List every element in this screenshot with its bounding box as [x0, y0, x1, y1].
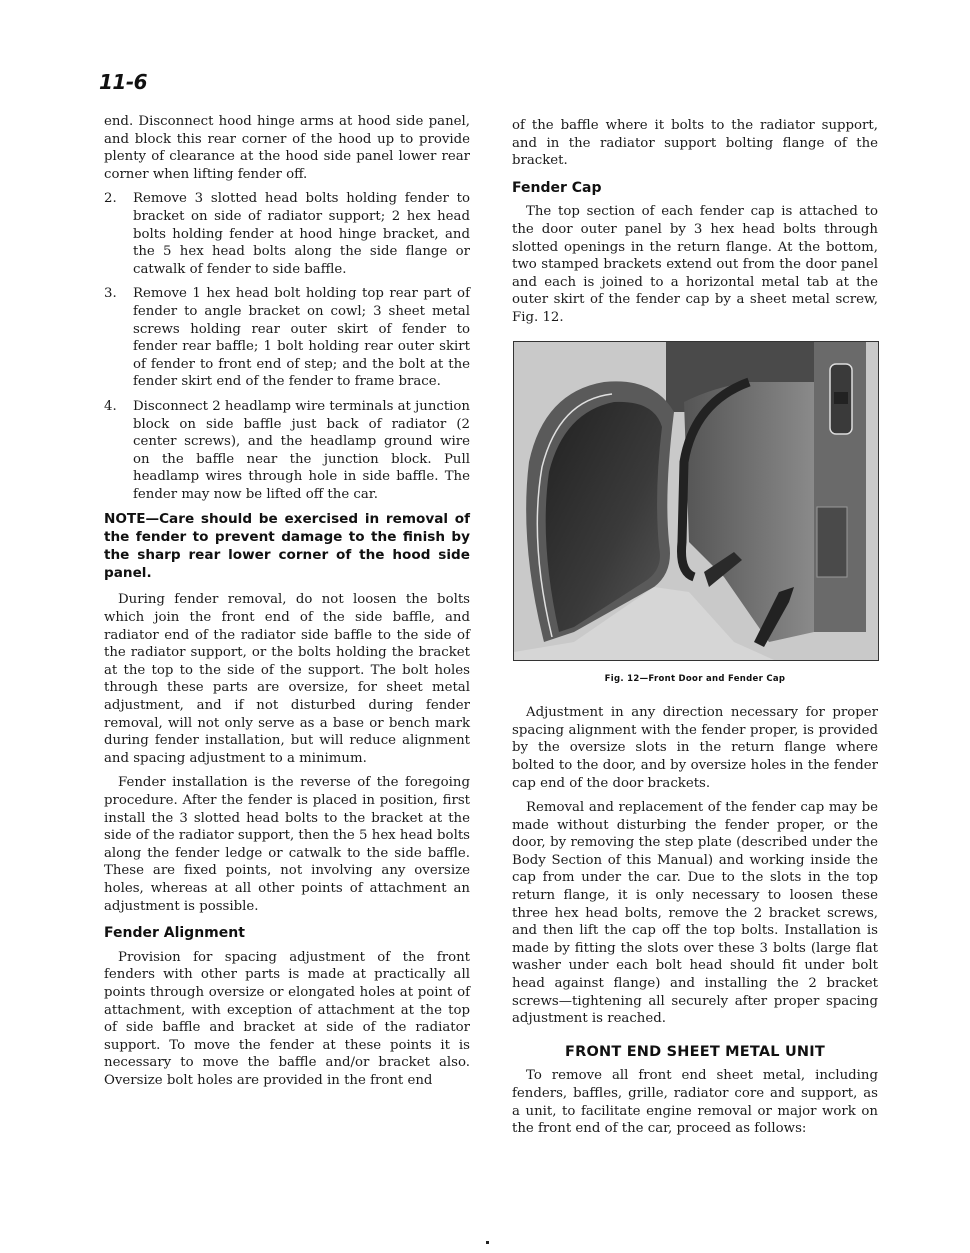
step-text: Disconnect 2 headlamp wire terminals at junction block on side baffle just back of radiator (2 center screws), and the headlamp ground wire on the baffle near the junction block. Pull headlamp wires through hole in side baffle. The fender may now be lifted off the car. [133, 398, 470, 502]
paragraph-front-end: To remove all front end sheet metal, including fenders, baffles, grille, radiator core and support, as a unit, to facilitate engine removal or major work on the front end of the car, proceed as follows: [512, 1068, 878, 1137]
paragraph-removal: During fender removal, do not loosen the bolts which join the front end of the side baffle, and radiator end of the radiator side baffle to the side of the radiator support, or the bolts holding the bracket at the top to the side of the support. The bolt holes through these parts are oversize, for sheet metal adjustment, and if not disturbed during fender removal, will not only serve as a base or bench mark during fender installation, but will reduce alignment and spacing adjustment to a minimum. [104, 592, 470, 766]
page-number: 11-6 [99, 70, 148, 94]
removal-steps-list [104, 190, 470, 503]
heading-fender-alignment: Fender Alignment [104, 925, 245, 942]
step-text: Remove 1 hex head bolt holding top rear part of fender to angle bracket on cowl; 3 sheet metal screws holding rear outer skirt of fender to fender rear baffle; 1 bolt holding rear outer skirt of fender to front end of step; and the bolt at the fender skirt end of the fender to frame brace. [133, 286, 470, 390]
caution-note: NOTE—Care should be exercised in removal of the fender to prevent damage to the finish by the sharp rear lower corner of the hood side panel. [104, 511, 470, 582]
figure-caption: Fig. 12—Front Door and Fender Cap [604, 673, 786, 684]
heading-fender-cap: Fender Cap [512, 179, 602, 196]
figure-photo-front-door-fender-cap [513, 341, 879, 661]
continuation-text: end. Disconnect hood hinge arms at hood side panel, and block this rear corner of the hood up to provide plenty of clearance at the hood side panel lower rear corner when lifting fender off. [104, 114, 470, 182]
paragraph-alignment: Provision for spacing adjustment of the front fenders with other parts is made at practically all points through oversize or elongated holes at point of attachment, with exception of attachment at the top of side baffle and bracket at side of the radiator support. To move the fender at these points it is necessary to move the baffle and/or bracket also. Oversize bolt holes are provided in the front end [104, 949, 470, 1088]
left-column [104, 113, 470, 1097]
step-text: Remove 3 slotted head bolts holding fender to bracket on side of radiator support; 2 hex head bolts holding fender at hood hinge bracket, and the 5 hex head bolts along the side flange or catwalk of fender to side baffle. [133, 191, 470, 277]
fender-cap-illustration [514, 342, 878, 660]
step-item [104, 190, 470, 278]
paragraph-fender-cap: The top section of each fender cap is attached to the door outer panel by 3 hex head bolts through slotted openings in the return flange. At the bottom, two stamped brackets extend out from the door panel and each is joined to a horizontal metal tab at the outer skirt of the fender cap by a sheet metal screw, Fig. 12. [512, 204, 878, 325]
paragraph-adjustment: Adjustment in any direction necessary for proper spacing alignment with the fender proper, is provided by the oversize slots in the return flange where bolted to the door, and by oversize holes in the fender cap end of the door brackets. [512, 705, 878, 791]
step-number: 4. [104, 398, 117, 414]
step-number: 3. [104, 286, 117, 302]
paragraph-replacement: Removal and replacement of the fender cap may be made without disturbing the fender proper, or the door, by removing the step plate (described under the Body Section of this Manual) and working inside the cap from under the car. Due to the slots in the top return flange, it is only necessary to loosen these three hex head bolts, remove the 2 bracket screws, and then lift the cap off the top bolts. Installation is made by fitting the slots over these 3 bolts (large flat washer under each bolt head should fit under bolt head against flange) and installing the 2 bracket screws—tightening all securely after proper spacing adjustment is reached. [512, 800, 878, 1027]
step-number: 2. [104, 191, 117, 207]
page-speck [486, 1241, 489, 1244]
step-item [104, 398, 470, 504]
heading-front-end-sheet-metal-unit: FRONT END SHEET METAL UNIT [565, 1043, 825, 1060]
right-column [512, 117, 878, 1145]
continuation-text: of the baffle where it bolts to the radiator support, and in the radiator support bolting flange of the bracket. [512, 118, 878, 169]
paragraph-installation: Fender installation is the reverse of the foregoing procedure. After the fender is placed in position, first install the 3 slotted head bolts to the bracket at the side of the radiator support, then the 5 hex head bolts along the fender ledge or catwalk to the side baffle. These are fixed points, not involving any oversize holes, whereas at all other points of attachment an adjustment is possible. [104, 775, 470, 914]
step-item [104, 285, 470, 391]
